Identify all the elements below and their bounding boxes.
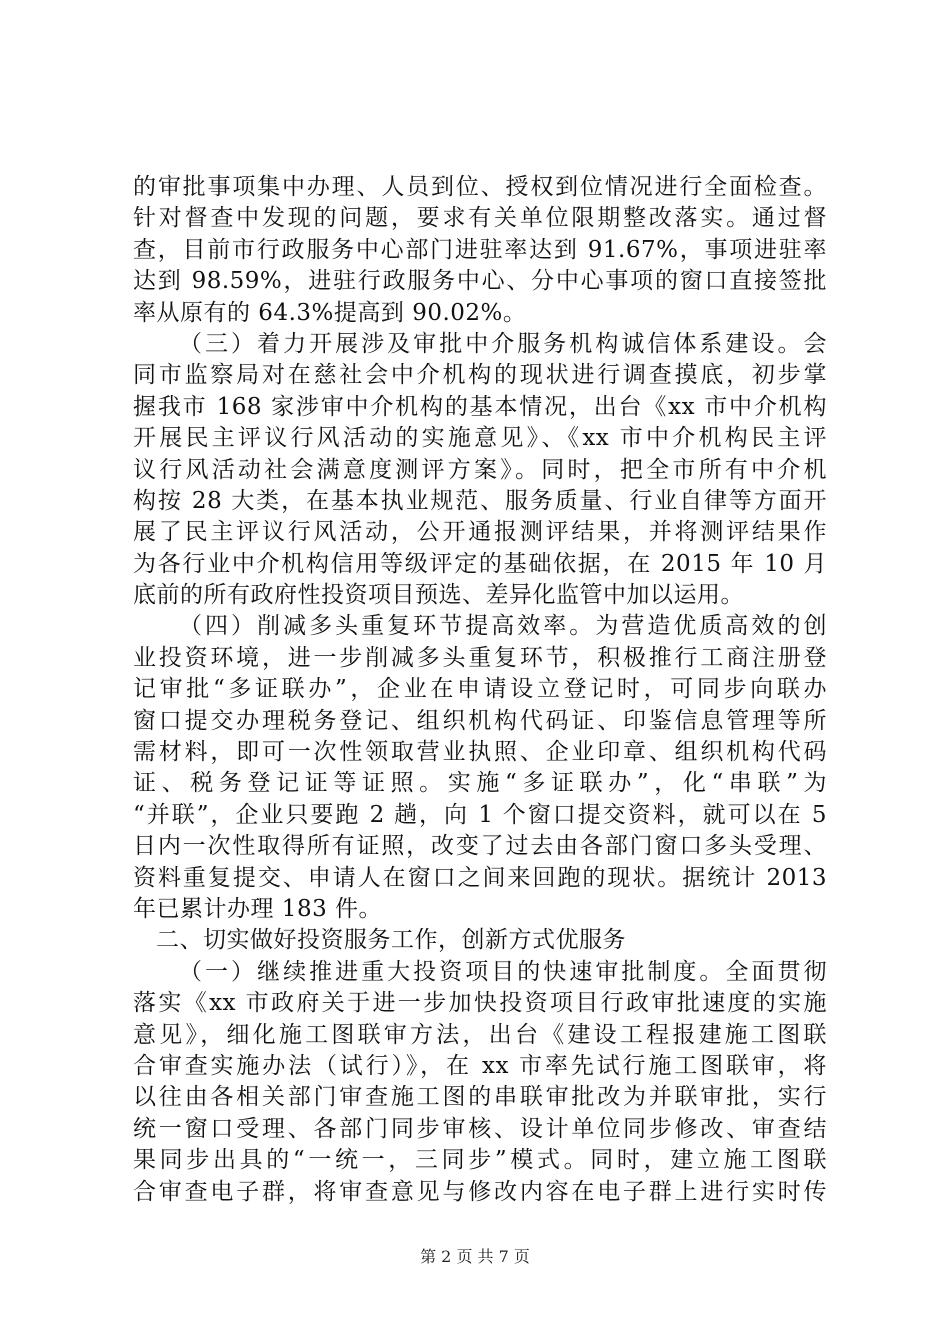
text-line: 针对督查中发现的问题，要求有关单位限期整改落实。通过督 <box>133 205 827 232</box>
text-line: 记审批“多证联办”，企业在申请设立登记时，可同步向联办 <box>133 676 827 703</box>
text-line: 同市监察局对在慈社会中介机构的现状进行调查摸底，初步掌 <box>133 362 827 389</box>
text-line: 果同步出具的“一统一，三同步”模式。同时，建立施工图联 <box>133 1147 827 1174</box>
text-line: 展了民主评议行风活动，公开通报测评结果，并将测评结果作 <box>133 519 827 546</box>
text-line: 构按 28 大类，在基本执业规范、服务质量、行业自律等方面开 <box>133 487 827 514</box>
text-line: 查，目前市行政服务中心部门进驻率达到 91.67%，事项进驻率 <box>133 236 827 263</box>
text-line: 率从原有的 64.3%提高到 90.02%。 <box>133 299 527 326</box>
text-line: 证、税务登记证等证照。实施“多证联办”，化“串联”为 <box>133 770 827 797</box>
text-line: 年已累计办理 183 件。 <box>133 895 383 922</box>
text-line: 日内一次性取得所有证照，改变了过去由各部门窗口多头受理、 <box>133 833 827 860</box>
text-line: 的审批事项集中办理、人员到位、授权到位情况进行全面检查。 <box>133 174 827 200</box>
text-line: 合审查电子群，将审查意见与修改内容在电子群上进行实时传 <box>133 1178 827 1205</box>
text-line: 开展民主评议行风活动的实施意见》、《xx 市中介机构民主评 <box>133 425 827 452</box>
text-line: （四）削减多头重复环节提高效率。为营造优质高效的创 <box>179 613 827 640</box>
text-line: 为各行业中介机构信用等级评定的基础依据，在 2015 年 10 月 <box>133 550 827 577</box>
text-line: （一）继续推进重大投资项目的快速审批制度。全面贯彻 <box>179 958 827 985</box>
text-line: 业投资环境，进一步削减多头重复环节，积极推行工商注册登 <box>133 644 827 671</box>
text-line: 握我市 168 家涉审中介机构的基本情况，出台《xx 市中介机构 <box>133 393 827 420</box>
page-number-footer: 第 2 页 共 7 页 <box>420 1247 530 1266</box>
text-line: 以往由各相关部门审查施工图的串联审批改为并联审批，实行 <box>133 1084 827 1111</box>
text-line: 意见》，细化施工图联审方法，出台《建设工程报建施工图联 <box>133 1021 827 1048</box>
text-line: 达到 98.59%，进驻行政服务中心、分中心事项的窗口直接签批 <box>133 268 827 295</box>
text-line: 底前的所有政府性投资项目预选、差异化监管中加以运用。 <box>133 582 744 609</box>
text-line: 落实《xx 市政府关于进一步加快投资项目行政审批速度的实施 <box>133 990 827 1017</box>
text-line: 合审查实施办法（试行）》，在 xx 市率先试行施工图联审，将 <box>133 1052 827 1079</box>
text-line: 统一窗口受理、各部门同步审核、设计单位同步修改、审查结 <box>133 1115 827 1142</box>
text-line: “并联”，企业只要跑 2 趟，向 1 个窗口提交资料，就可以在 5 <box>133 801 827 828</box>
text-line: （三）着力开展涉及审批中介服务机构诚信体系建设。会 <box>179 330 827 357</box>
text-line: 窗口提交办理税务登记、组织机构代码证、印鉴信息管理等所 <box>133 707 827 734</box>
document-body <box>133 172 827 1208</box>
text-line: 二、切实做好投资服务工作，创新方式优服务 <box>156 927 626 954</box>
text-line: 需材料，即可一次性领取营业执照、企业印章、组织机构代码 <box>133 739 827 766</box>
text-line: 议行风活动社会满意度测评方案》。同时，把全市所有中介机 <box>133 456 827 483</box>
text-line: 资料重复提交、申请人在窗口之间来回跑的现状。据统计 2013 <box>133 864 827 891</box>
